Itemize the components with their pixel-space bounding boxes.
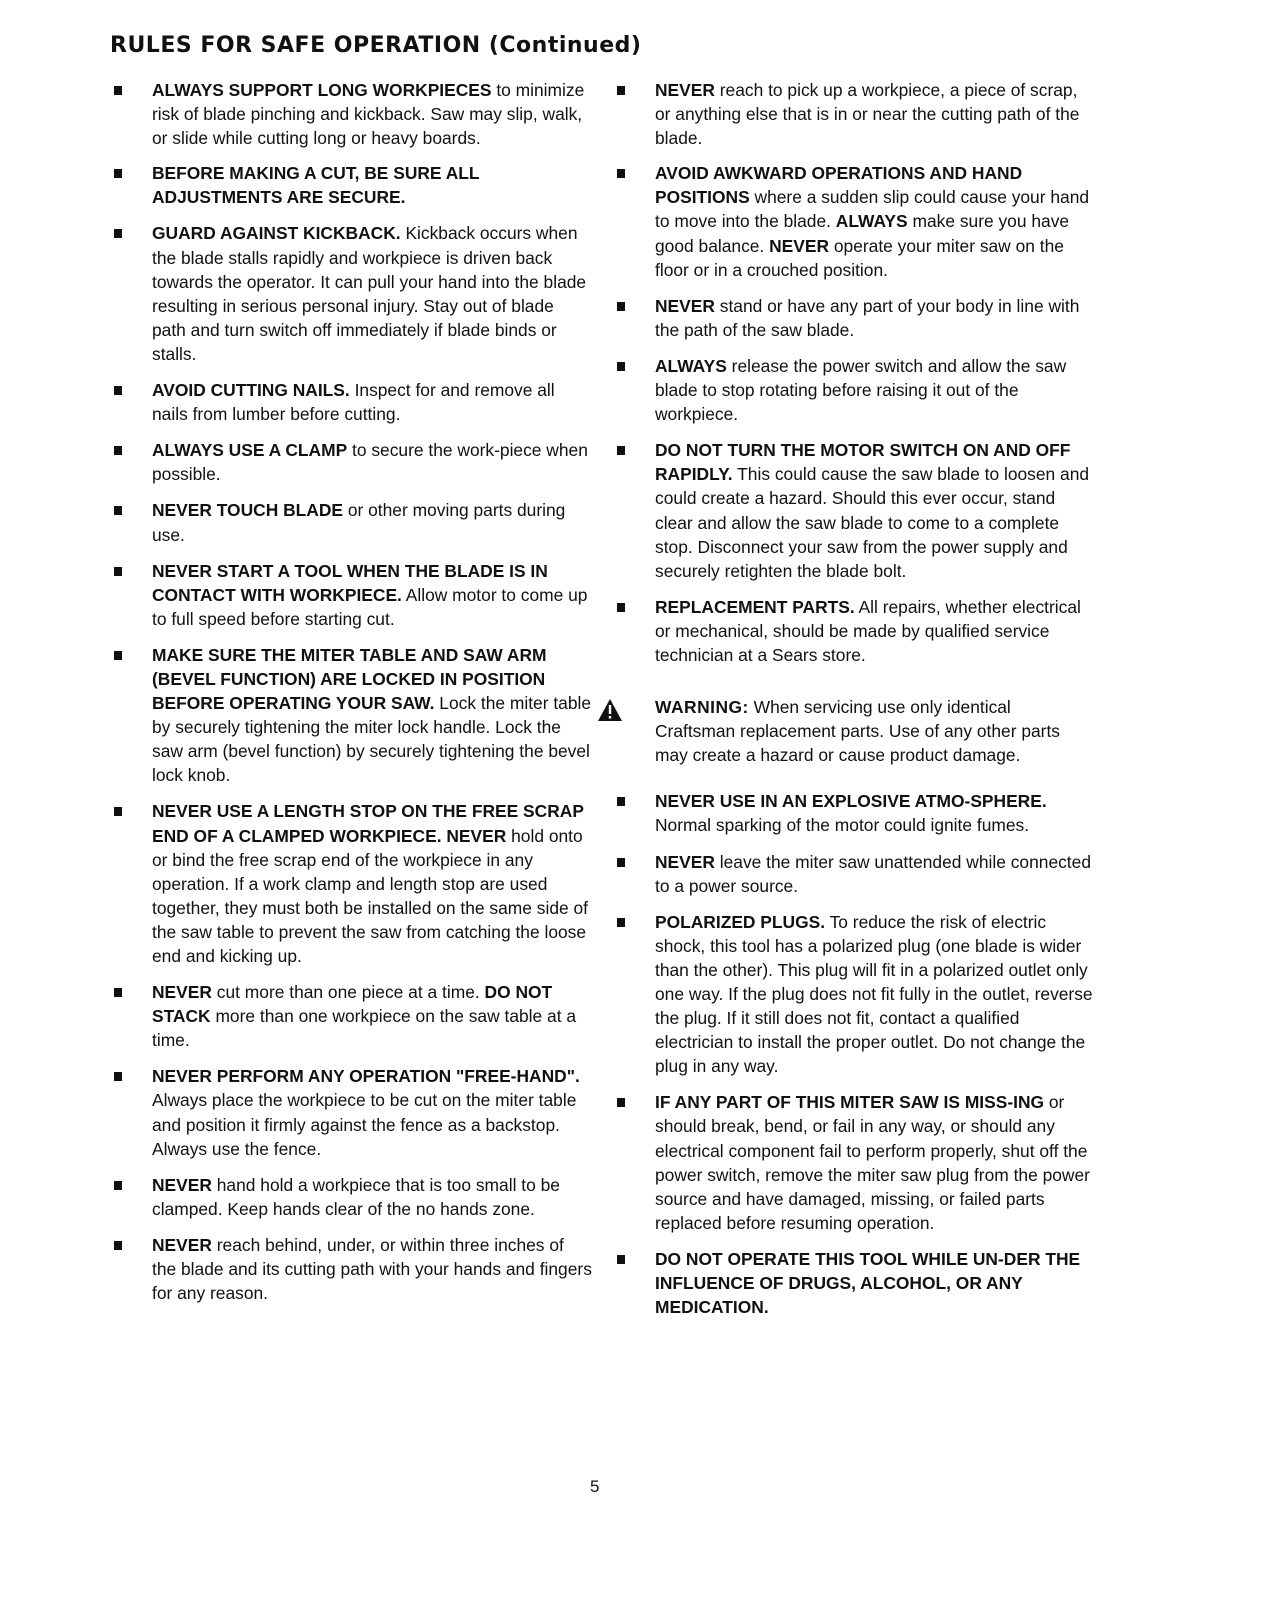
rule-item: NEVER cut more than one piece at a time. DO NOT STACK more than one workpiece on the saw table at a time.	[152, 980, 592, 1052]
square-bullet-icon	[114, 567, 122, 576]
square-bullet-icon	[114, 988, 122, 997]
rule-item: NEVER TOUCH BLADE or other moving parts during use.	[152, 498, 592, 546]
square-bullet-icon	[617, 858, 625, 867]
square-bullet-icon	[114, 229, 122, 238]
right-column	[655, 78, 1095, 1319]
square-bullet-icon	[114, 386, 122, 395]
rule-item: REPLACEMENT PARTS. All repairs, whether electrical or mechanical, should be made by qualified service technician at a Sears store.	[655, 595, 1095, 667]
rule-item: NEVER leave the miter saw unattended while connected to a power source.	[655, 850, 1095, 898]
rule-item: NEVER reach behind, under, or within three inches of the blade and its cutting path with your hands and fingers for any reason.	[152, 1233, 592, 1305]
rule-item: DO NOT OPERATE THIS TOOL WHILE UN-DER THE INFLUENCE OF DRUGS, ALCOHOL, OR ANY MEDICATION.	[655, 1247, 1095, 1319]
rule-item: IF ANY PART OF THIS MITER SAW IS MISS-ING or should break, bend, or fail in any way, or should any electrical component fail to perform properly, shut off the power switch, remove the miter saw plug from the power source and have damaged, missing, or failed parts replaced before resuming operation.	[655, 1090, 1095, 1235]
square-bullet-icon	[114, 169, 122, 178]
rule-item: POLARIZED PLUGS. To reduce the risk of electric shock, this tool has a polarized plug (one blade is wider than the other). This plug will fit in a polarized outlet only one way. If the plug does not fit fully in the outlet, reverse the plug. If it still does not fit, contact a qualified electrician to install the proper outlet. Do not change the plug in any way.	[655, 910, 1095, 1079]
square-bullet-icon	[617, 302, 625, 311]
square-bullet-icon	[617, 362, 625, 371]
square-bullet-icon	[617, 446, 625, 455]
rule-item: AVOID CUTTING NAILS. Inspect for and remove all nails from lumber before cutting.	[152, 378, 592, 426]
square-bullet-icon	[617, 1255, 625, 1264]
square-bullet-icon	[114, 651, 122, 660]
rule-item: NEVER USE IN AN EXPLOSIVE ATMO-SPHERE. Normal sparking of the motor could ignite fumes.	[655, 789, 1095, 837]
square-bullet-icon	[617, 169, 625, 178]
warning-label: WARNING:	[655, 697, 749, 718]
warning-triangle-icon	[597, 698, 623, 722]
rule-item: NEVER hand hold a workpiece that is too small to be clamped. Keep hands clear of the no hands zone.	[152, 1173, 592, 1221]
square-bullet-icon	[617, 1098, 625, 1107]
rule-item: AVOID AWKWARD OPERATIONS AND HAND POSITIONS where a sudden slip could cause your hand to move into the blade. ALWAYS make sure you have good balance. NEVER operate your miter saw on the floor or in a crouched position.	[655, 161, 1095, 281]
square-bullet-icon	[617, 797, 625, 806]
rule-item: MAKE SURE THE MITER TABLE AND SAW ARM (BEVEL FUNCTION) ARE LOCKED IN POSITION BEFORE OPERATING YOUR SAW. Lock the miter table by securely tightening the miter lock handle. Lock the saw arm (bevel function) by securely tightening the bevel lock knob.	[152, 643, 592, 788]
page-number: 5	[590, 1477, 600, 1496]
rule-item: NEVER START A TOOL WHEN THE BLADE IS IN CONTACT WITH WORKPIECE. Allow motor to come up to full speed before starting cut.	[152, 559, 592, 631]
page-title: RULES FOR SAFE OPERATION (Continued)	[110, 33, 642, 58]
warning-text: When servicing use only identical Craftsman replacement parts. Use of any other parts may create a hazard or cause product damage.	[655, 697, 1060, 766]
rule-item: ALWAYS release the power switch and allow the saw blade to stop rotating before raising it out of the workpiece.	[655, 354, 1095, 426]
square-bullet-icon	[114, 1072, 122, 1081]
rule-item: NEVER PERFORM ANY OPERATION "FREE-HAND". Always place the workpiece to be cut on the miter table and position it firmly against the fence as a backstop. Always use the fence.	[152, 1064, 592, 1160]
rule-item: ALWAYS USE A CLAMP to secure the work-piece when possible.	[152, 438, 592, 486]
rule-item: GUARD AGAINST KICKBACK. Kickback occurs when the blade stalls rapidly and workpiece is driven back towards the operator. It can pull your hand into the blade resulting in serious personal injury. Stay out of blade path and turn switch off immediately if blade binds or stalls.	[152, 221, 592, 366]
rule-item: NEVER USE A LENGTH STOP ON THE FREE SCRAP END OF A CLAMPED WORKPIECE. NEVER hold onto or bind the free scrap end of the workpiece in any operation. If a work clamp and length stop are used together, they must both be installed on the same side of the saw table to prevent the saw from catching the loose end and kicking up.	[152, 799, 592, 968]
square-bullet-icon	[617, 918, 625, 927]
rule-item: NEVER reach to pick up a workpiece, a piece of scrap, or anything else that is in or near the cutting path of the blade.	[655, 78, 1095, 150]
rule-item: BEFORE MAKING A CUT, BE SURE ALL ADJUSTMENTS ARE SECURE.	[152, 161, 592, 209]
square-bullet-icon	[114, 807, 122, 816]
square-bullet-icon	[114, 506, 122, 515]
rule-item: DO NOT TURN THE MOTOR SWITCH ON AND OFF RAPIDLY. This could cause the saw blade to loosen and could create a hazard. Should this ever occur, stand clear and allow the saw blade to come to a complete stop. Disconnect your saw from the power supply and securely retighten the blade bolt.	[655, 438, 1095, 583]
square-bullet-icon	[114, 86, 122, 95]
square-bullet-icon	[617, 86, 625, 95]
warning-block	[655, 695, 1095, 767]
square-bullet-icon	[114, 1181, 122, 1190]
rule-item: ALWAYS SUPPORT LONG WORKPIECES to minimize risk of blade pinching and kickback. Saw may slip, walk, or slide while cutting long or heavy boards.	[152, 78, 592, 150]
square-bullet-icon	[114, 1241, 122, 1250]
square-bullet-icon	[617, 603, 625, 612]
square-bullet-icon	[114, 446, 122, 455]
left-column	[152, 78, 592, 1305]
rule-item: NEVER stand or have any part of your body in line with the path of the saw blade.	[655, 294, 1095, 342]
